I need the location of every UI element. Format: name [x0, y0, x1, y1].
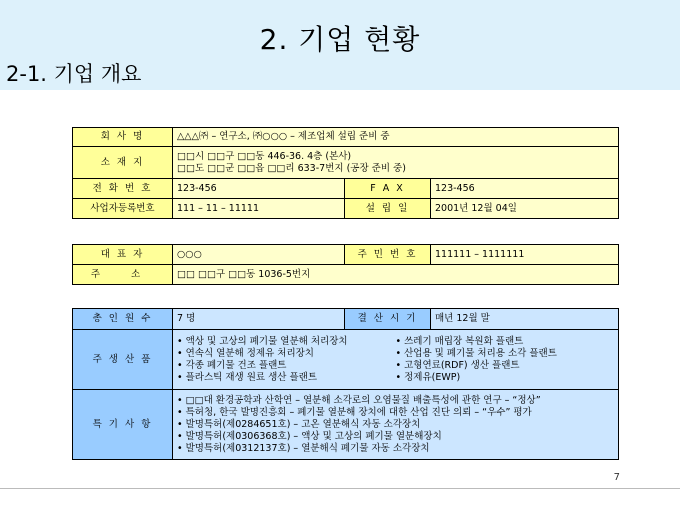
- list-item: • 연속식 열분해 정제유 처리장치: [177, 348, 396, 360]
- fax-value: 123-456: [431, 179, 619, 199]
- products-left-list: [177, 336, 396, 384]
- biz-reg-no-label: 사업자등록번호: [73, 199, 173, 219]
- rrn-label: 주 민 번 호: [345, 245, 431, 265]
- remarks-label: 특 기 사 항: [73, 390, 173, 460]
- ceo-address-label: 주 소: [73, 265, 173, 285]
- products-value: [173, 330, 619, 390]
- location-value: [173, 147, 619, 179]
- operations-table: [72, 308, 619, 460]
- settlement-label: 결 산 시 기: [345, 309, 431, 330]
- company-info-table: [72, 127, 619, 219]
- representative-table: [72, 244, 619, 285]
- biz-reg-no-value: 111 – 11 – 11111: [173, 199, 345, 219]
- location-line-2: □□도 □□군 □□읍 □□리 633-7번지 (공장 준비 중): [177, 162, 406, 174]
- staff-count-value: 7 명: [173, 309, 345, 330]
- list-item: • 쓰레기 매립장 복원화 플랜트: [396, 336, 615, 348]
- list-item: • 특허청, 한국 발명진흥회 – 폐기물 열분해 장치에 대한 산업 진단 의뢰 – “우수” 평가: [177, 407, 614, 419]
- page-number: 7: [613, 472, 620, 483]
- list-item: • 고형연료(RDF) 생산 플랜트: [396, 360, 615, 372]
- phone-label: 전 화 번 호: [73, 179, 173, 199]
- ceo-value: ○○○: [173, 245, 345, 265]
- products-right-list: [396, 336, 615, 384]
- founded-value: 2001년 12월 04일: [431, 199, 619, 219]
- list-item: • 플라스틱 재생 원료 생산 플랜트: [177, 372, 396, 384]
- list-item: • 산업용 및 폐기물 처리용 소각 플랜트: [396, 348, 615, 360]
- location-line-1: □□시 □□구 □□동 446-36. 4층 (본사): [177, 150, 352, 162]
- fax-label: F A X: [345, 179, 431, 199]
- remarks-value: [173, 390, 619, 460]
- list-item: • 정제유(EWP): [396, 372, 615, 384]
- ceo-label: 대 표 자: [73, 245, 173, 265]
- founded-label: 설 립 일: [345, 199, 431, 219]
- list-item: • □□대 환경공학과 산학연 – 열분해 소각로의 오염물질 배출특성에 관한 연구 – “정상”: [177, 395, 614, 407]
- footer-divider: [0, 488, 680, 489]
- title-banner: [0, 0, 680, 90]
- rrn-value: 111111 – 1111111: [431, 245, 619, 265]
- company-name-label: 회 사 명: [73, 128, 173, 147]
- page-title: 2. 기업 현황: [259, 23, 421, 56]
- company-name-value: △△△㈜ – 연구소, ㈜○○○ – 제조업체 설립 준비 중: [173, 128, 619, 147]
- list-item: • 발명특허(제0284651호) – 고온 열분해식 자동 소각장치: [177, 419, 614, 431]
- settlement-value: 매년 12월 말: [431, 309, 619, 330]
- ceo-address-value: □□ □□구 □□동 1036-5번지: [173, 265, 619, 285]
- staff-count-label: 총 인 원 수: [73, 309, 173, 330]
- remarks-list: [177, 395, 614, 455]
- list-item: • 발명특허(제0312137호) – 열분해식 폐기물 자동 소각장치: [177, 443, 614, 455]
- location-label: 소 재 지: [73, 147, 173, 179]
- section-title: 2-1. 기업 개요: [6, 62, 142, 86]
- products-label: 주 생 산 품: [73, 330, 173, 390]
- list-item: • 액상 및 고상의 폐기물 열분해 처리장치: [177, 336, 396, 348]
- list-item: • 발명특허(제0306368호) – 액상 및 고상의 폐기물 열분해장치: [177, 431, 614, 443]
- list-item: • 각종 폐기물 건조 플랜트: [177, 360, 396, 372]
- phone-value: 123-456: [173, 179, 345, 199]
